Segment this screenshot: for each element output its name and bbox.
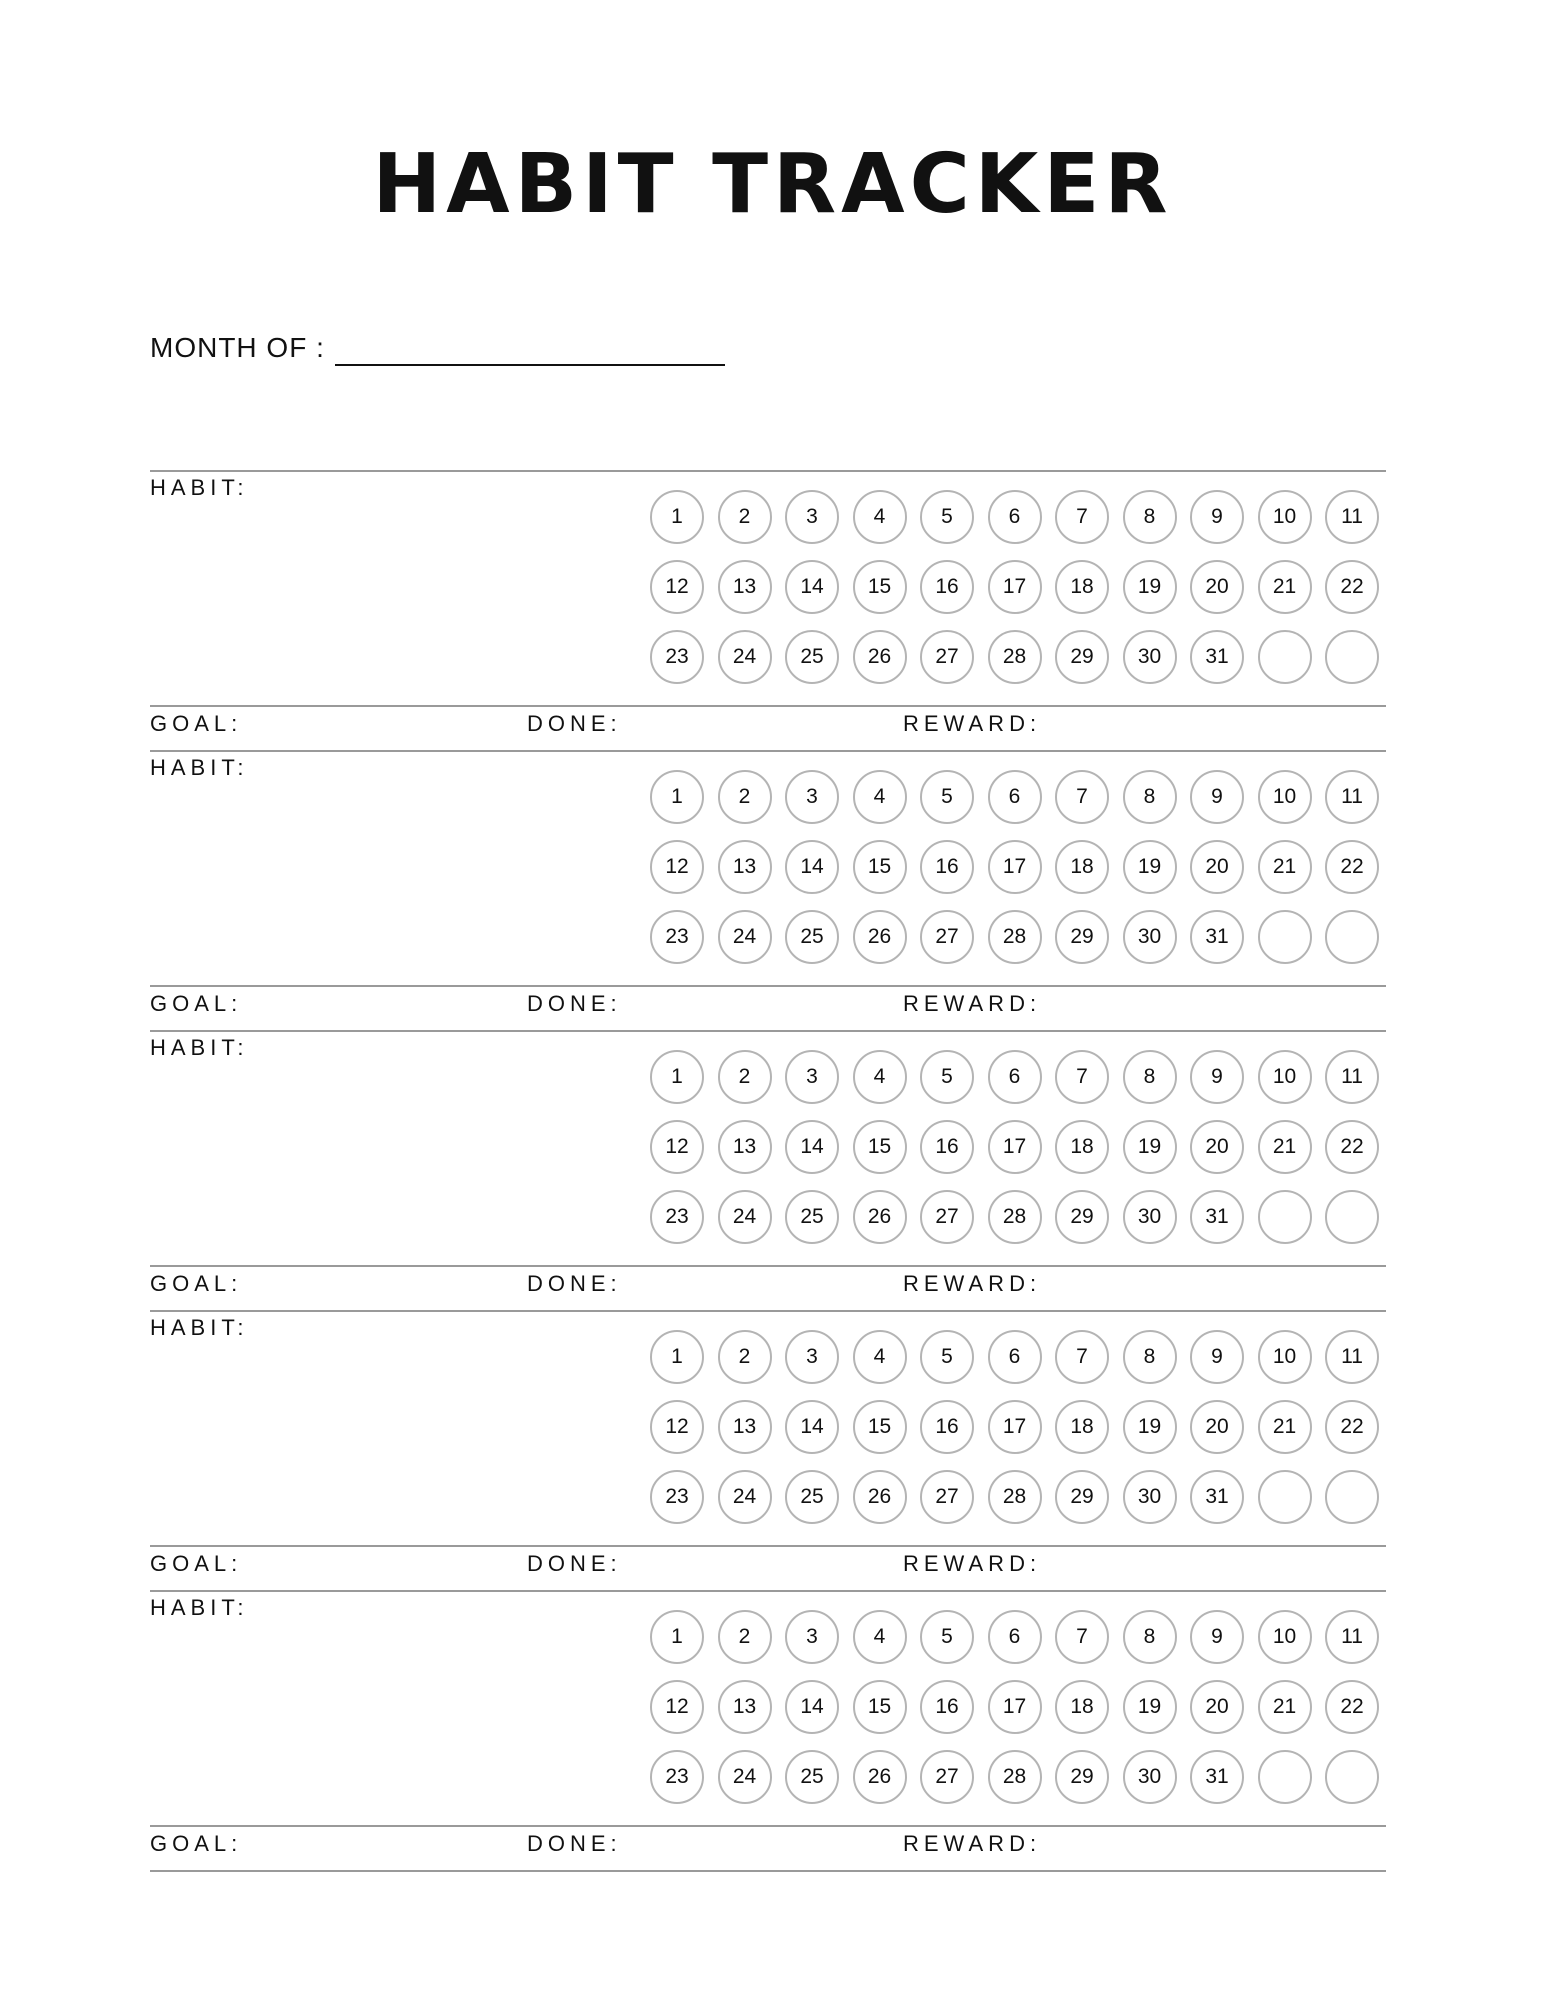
day-circle-17[interactable]: 17 — [988, 840, 1042, 894]
day-circle-28[interactable]: 28 — [988, 1190, 1042, 1244]
day-circle-24[interactable]: 24 — [718, 1470, 772, 1524]
day-circle-5[interactable]: 5 — [920, 490, 974, 544]
day-circle-6[interactable]: 6 — [988, 490, 1042, 544]
day-circle-8[interactable]: 8 — [1123, 1330, 1177, 1384]
day-circle-29[interactable]: 29 — [1055, 910, 1109, 964]
reward-label: REWARD: — [903, 711, 1042, 736]
reward-label: REWARD: — [903, 1271, 1042, 1296]
day-circle-8[interactable]: 8 — [1123, 1050, 1177, 1104]
day-circle-20[interactable]: 20 — [1190, 560, 1244, 614]
day-circle-empty[interactable] — [1258, 1750, 1312, 1804]
day-circle-6[interactable]: 6 — [988, 1610, 1042, 1664]
day-circle-9[interactable]: 9 — [1190, 1330, 1244, 1384]
day-circle-3[interactable]: 3 — [785, 490, 839, 544]
day-circle-22[interactable]: 22 — [1325, 1680, 1379, 1734]
day-circle-4[interactable]: 4 — [853, 770, 907, 824]
day-circle-10[interactable]: 10 — [1258, 1050, 1312, 1104]
day-circle-empty[interactable] — [1258, 910, 1312, 964]
day-circle-2[interactable]: 2 — [718, 1610, 772, 1664]
day-circle-27[interactable]: 27 — [920, 1470, 974, 1524]
day-circle-1[interactable]: 1 — [650, 1050, 704, 1104]
day-circle-16[interactable]: 16 — [920, 1400, 974, 1454]
day-circle-22[interactable]: 22 — [1325, 1120, 1379, 1174]
day-circle-28[interactable]: 28 — [988, 1470, 1042, 1524]
day-circle-8[interactable]: 8 — [1123, 770, 1177, 824]
day-circle-29[interactable]: 29 — [1055, 630, 1109, 684]
day-circle-24[interactable]: 24 — [718, 910, 772, 964]
day-circle-10[interactable]: 10 — [1258, 1330, 1312, 1384]
day-circle-5[interactable]: 5 — [920, 1330, 974, 1384]
day-circle-30[interactable]: 30 — [1123, 630, 1177, 684]
day-circle-11[interactable]: 11 — [1325, 490, 1379, 544]
day-circle-12[interactable]: 12 — [650, 1120, 704, 1174]
day-circle-20[interactable]: 20 — [1190, 1120, 1244, 1174]
day-circle-3[interactable]: 3 — [785, 1610, 839, 1664]
day-circle-19[interactable]: 19 — [1123, 1680, 1177, 1734]
day-circle-18[interactable]: 18 — [1055, 840, 1109, 894]
day-circle-21[interactable]: 21 — [1258, 1680, 1312, 1734]
day-circle-6[interactable]: 6 — [988, 1050, 1042, 1104]
day-circle-23[interactable]: 23 — [650, 630, 704, 684]
divider-line — [150, 470, 1386, 472]
day-circle-empty[interactable] — [1325, 1190, 1379, 1244]
day-circle-2[interactable]: 2 — [718, 1050, 772, 1104]
day-circle-7[interactable]: 7 — [1055, 1610, 1109, 1664]
day-circle-14[interactable]: 14 — [785, 1120, 839, 1174]
day-circle-17[interactable]: 17 — [988, 1680, 1042, 1734]
day-circle-27[interactable]: 27 — [920, 630, 974, 684]
day-circle-19[interactable]: 19 — [1123, 840, 1177, 894]
day-circle-1[interactable]: 1 — [650, 1610, 704, 1664]
day-circle-13[interactable]: 13 — [718, 840, 772, 894]
done-label: DONE: — [527, 1831, 622, 1856]
day-circle-1[interactable]: 1 — [650, 770, 704, 824]
day-circle-19[interactable]: 19 — [1123, 560, 1177, 614]
day-circle-19[interactable]: 19 — [1123, 1120, 1177, 1174]
day-circle-4[interactable]: 4 — [853, 1610, 907, 1664]
day-circle-6[interactable]: 6 — [988, 1330, 1042, 1384]
day-circle-empty[interactable] — [1325, 1470, 1379, 1524]
day-circle-27[interactable]: 27 — [920, 1750, 974, 1804]
day-circle-16[interactable]: 16 — [920, 1680, 974, 1734]
day-circle-2[interactable]: 2 — [718, 770, 772, 824]
divider-line — [150, 1310, 1386, 1312]
done-label: DONE: — [527, 711, 622, 736]
divider-line — [150, 1590, 1386, 1592]
day-circle-25[interactable]: 25 — [785, 1470, 839, 1524]
day-circle-21[interactable]: 21 — [1258, 1120, 1312, 1174]
day-circle-30[interactable]: 30 — [1123, 1750, 1177, 1804]
day-circle-empty[interactable] — [1325, 910, 1379, 964]
divider-line — [150, 1825, 1386, 1827]
day-circle-15[interactable]: 15 — [853, 560, 907, 614]
day-circle-16[interactable]: 16 — [920, 840, 974, 894]
reward-label: REWARD: — [903, 991, 1042, 1016]
day-circle-26[interactable]: 26 — [853, 1750, 907, 1804]
day-circle-empty[interactable] — [1325, 630, 1379, 684]
reward-label: REWARD: — [903, 1551, 1042, 1576]
day-circle-15[interactable]: 15 — [853, 1120, 907, 1174]
day-circle-15[interactable]: 15 — [853, 1400, 907, 1454]
day-circle-30[interactable]: 30 — [1123, 1470, 1177, 1524]
habit-label: HABIT: — [150, 475, 249, 500]
day-circle-18[interactable]: 18 — [1055, 1680, 1109, 1734]
day-circle-11[interactable]: 11 — [1325, 1330, 1379, 1384]
day-circle-31[interactable]: 31 — [1190, 910, 1244, 964]
goal-label: GOAL: — [150, 1551, 243, 1576]
day-circle-23[interactable]: 23 — [650, 910, 704, 964]
divider-line — [150, 1030, 1386, 1032]
day-circle-29[interactable]: 29 — [1055, 1470, 1109, 1524]
day-circle-14[interactable]: 14 — [785, 1680, 839, 1734]
done-label: DONE: — [527, 1271, 622, 1296]
divider-line — [150, 1545, 1386, 1547]
day-circle-13[interactable]: 13 — [718, 1680, 772, 1734]
day-circle-13[interactable]: 13 — [718, 1120, 772, 1174]
day-circle-17[interactable]: 17 — [988, 560, 1042, 614]
day-circle-5[interactable]: 5 — [920, 770, 974, 824]
day-circle-1[interactable]: 1 — [650, 490, 704, 544]
day-circle-20[interactable]: 20 — [1190, 1400, 1244, 1454]
day-circle-22[interactable]: 22 — [1325, 1400, 1379, 1454]
day-circle-31[interactable]: 31 — [1190, 1190, 1244, 1244]
day-circle-17[interactable]: 17 — [988, 1400, 1042, 1454]
day-circle-9[interactable]: 9 — [1190, 1050, 1244, 1104]
done-label: DONE: — [527, 991, 622, 1016]
day-circle-13[interactable]: 13 — [718, 1400, 772, 1454]
day-circle-15[interactable]: 15 — [853, 1680, 907, 1734]
day-circle-25[interactable]: 25 — [785, 1750, 839, 1804]
day-circle-11[interactable]: 11 — [1325, 1610, 1379, 1664]
habit-label: HABIT: — [150, 1595, 249, 1620]
day-circle-10[interactable]: 10 — [1258, 1610, 1312, 1664]
day-circle-23[interactable]: 23 — [650, 1190, 704, 1244]
day-circle-30[interactable]: 30 — [1123, 1190, 1177, 1244]
day-circle-5[interactable]: 5 — [920, 1050, 974, 1104]
day-circle-4[interactable]: 4 — [853, 490, 907, 544]
day-circle-4[interactable]: 4 — [853, 1050, 907, 1104]
day-circle-empty[interactable] — [1325, 1750, 1379, 1804]
day-circle-21[interactable]: 21 — [1258, 1400, 1312, 1454]
goal-label: GOAL: — [150, 1831, 243, 1856]
day-circle-10[interactable]: 10 — [1258, 770, 1312, 824]
day-circle-27[interactable]: 27 — [920, 1190, 974, 1244]
day-circle-14[interactable]: 14 — [785, 560, 839, 614]
day-circle-24[interactable]: 24 — [718, 1190, 772, 1244]
divider-line — [150, 985, 1386, 987]
day-circle-3[interactable]: 3 — [785, 1050, 839, 1104]
day-circle-25[interactable]: 25 — [785, 630, 839, 684]
day-circle-7[interactable]: 7 — [1055, 1330, 1109, 1384]
day-circle-20[interactable]: 20 — [1190, 1680, 1244, 1734]
day-circle-16[interactable]: 16 — [920, 560, 974, 614]
day-circle-20[interactable]: 20 — [1190, 840, 1244, 894]
day-circle-2[interactable]: 2 — [718, 1330, 772, 1384]
day-circle-17[interactable]: 17 — [988, 1120, 1042, 1174]
day-circle-9[interactable]: 9 — [1190, 1610, 1244, 1664]
day-circle-31[interactable]: 31 — [1190, 1470, 1244, 1524]
goal-label: GOAL: — [150, 1271, 243, 1296]
day-circle-16[interactable]: 16 — [920, 1120, 974, 1174]
day-circle-24[interactable]: 24 — [718, 1750, 772, 1804]
day-circle-31[interactable]: 31 — [1190, 1750, 1244, 1804]
divider-line — [150, 705, 1386, 707]
done-label: DONE: — [527, 1551, 622, 1576]
divider-line — [150, 750, 1386, 752]
day-circle-7[interactable]: 7 — [1055, 1050, 1109, 1104]
day-circle-22[interactable]: 22 — [1325, 560, 1379, 614]
day-circle-26[interactable]: 26 — [853, 910, 907, 964]
day-circle-18[interactable]: 18 — [1055, 560, 1109, 614]
day-circle-empty[interactable] — [1258, 1190, 1312, 1244]
day-circle-2[interactable]: 2 — [718, 490, 772, 544]
divider-line — [150, 1870, 1386, 1872]
day-circle-11[interactable]: 11 — [1325, 770, 1379, 824]
day-circle-3[interactable]: 3 — [785, 770, 839, 824]
day-circle-12[interactable]: 12 — [650, 1680, 704, 1734]
goal-label: GOAL: — [150, 991, 243, 1016]
day-circle-23[interactable]: 23 — [650, 1470, 704, 1524]
day-circle-21[interactable]: 21 — [1258, 840, 1312, 894]
month-label: MONTH OF : — [150, 332, 325, 363]
day-circle-14[interactable]: 14 — [785, 840, 839, 894]
page-title: HABIT TRACKER — [372, 137, 1173, 232]
day-circle-28[interactable]: 28 — [988, 910, 1042, 964]
habit-label: HABIT: — [150, 755, 249, 780]
day-circle-31[interactable]: 31 — [1190, 630, 1244, 684]
day-circle-19[interactable]: 19 — [1123, 1400, 1177, 1454]
day-circle-12[interactable]: 12 — [650, 840, 704, 894]
day-circle-25[interactable]: 25 — [785, 910, 839, 964]
day-circle-27[interactable]: 27 — [920, 910, 974, 964]
day-circle-12[interactable]: 12 — [650, 560, 704, 614]
day-circle-9[interactable]: 9 — [1190, 770, 1244, 824]
day-circle-11[interactable]: 11 — [1325, 1050, 1379, 1104]
day-circle-24[interactable]: 24 — [718, 630, 772, 684]
day-circle-12[interactable]: 12 — [650, 1400, 704, 1454]
habit-label: HABIT: — [150, 1315, 249, 1340]
day-circle-8[interactable]: 8 — [1123, 1610, 1177, 1664]
day-circle-7[interactable]: 7 — [1055, 490, 1109, 544]
day-circle-1[interactable]: 1 — [650, 1330, 704, 1384]
habit-tracker — [150, 0, 1386, 2000]
day-circle-30[interactable]: 30 — [1123, 910, 1177, 964]
day-circle-3[interactable]: 3 — [785, 1330, 839, 1384]
day-circle-28[interactable]: 28 — [988, 1750, 1042, 1804]
day-circle-23[interactable]: 23 — [650, 1750, 704, 1804]
goal-label: GOAL: — [150, 711, 243, 736]
day-circle-25[interactable]: 25 — [785, 1190, 839, 1244]
day-circle-28[interactable]: 28 — [988, 630, 1042, 684]
day-circle-26[interactable]: 26 — [853, 1470, 907, 1524]
day-circle-7[interactable]: 7 — [1055, 770, 1109, 824]
day-circle-9[interactable]: 9 — [1190, 490, 1244, 544]
day-circle-29[interactable]: 29 — [1055, 1750, 1109, 1804]
day-circle-10[interactable]: 10 — [1258, 490, 1312, 544]
day-circle-8[interactable]: 8 — [1123, 490, 1177, 544]
day-circle-15[interactable]: 15 — [853, 840, 907, 894]
day-circle-18[interactable]: 18 — [1055, 1400, 1109, 1454]
day-circle-6[interactable]: 6 — [988, 770, 1042, 824]
divider-line — [150, 1265, 1386, 1267]
day-circle-21[interactable]: 21 — [1258, 560, 1312, 614]
day-circle-22[interactable]: 22 — [1325, 840, 1379, 894]
day-circle-4[interactable]: 4 — [853, 1330, 907, 1384]
day-circle-13[interactable]: 13 — [718, 560, 772, 614]
day-circle-18[interactable]: 18 — [1055, 1120, 1109, 1174]
day-circle-26[interactable]: 26 — [853, 630, 907, 684]
day-circle-29[interactable]: 29 — [1055, 1190, 1109, 1244]
day-circle-5[interactable]: 5 — [920, 1610, 974, 1664]
day-circle-empty[interactable] — [1258, 630, 1312, 684]
day-circle-14[interactable]: 14 — [785, 1400, 839, 1454]
habit-label: HABIT: — [150, 1035, 249, 1060]
reward-label: REWARD: — [903, 1831, 1042, 1856]
day-circle-empty[interactable] — [1258, 1470, 1312, 1524]
day-circle-26[interactable]: 26 — [853, 1190, 907, 1244]
